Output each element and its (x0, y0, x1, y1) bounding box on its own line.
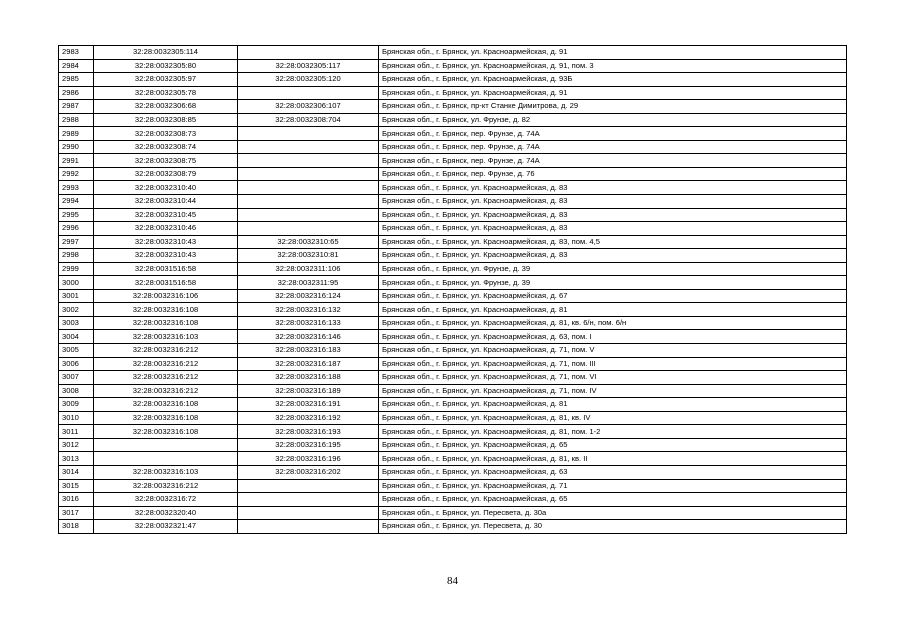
row-number-cell: 3015 (59, 479, 94, 493)
row-number-cell: 2990 (59, 140, 94, 154)
table-row (59, 371, 847, 385)
land-cadastral-cell: 32:28:0032316:103 (94, 465, 238, 479)
table-row (59, 86, 847, 100)
table-row (59, 357, 847, 371)
address-cell: Брянская обл., г. Брянск, ул. Красноармейская, д. 83 (379, 181, 847, 195)
table-row (59, 222, 847, 236)
row-number-cell: 3010 (59, 411, 94, 425)
row-number-cell: 3001 (59, 289, 94, 303)
address-cell: Брянская обл., г. Брянск, ул. Красноармейская, д. 91, пом. 3 (379, 59, 847, 73)
table-row (59, 140, 847, 154)
land-cadastral-cell: 32:28:0032316:108 (94, 411, 238, 425)
row-number-cell: 3012 (59, 438, 94, 452)
address-cell: Брянская обл., г. Брянск, ул. Красноармейская, д. 83 (379, 208, 847, 222)
row-number-cell: 2999 (59, 262, 94, 276)
row-number-cell: 3011 (59, 425, 94, 439)
address-cell: Брянская обл., г. Брянск, ул. Красноармейская, д. 81, кв. 6/н, пом. 6/н (379, 316, 847, 330)
object-cadastral-cell (238, 154, 379, 168)
address-cell: Брянская обл., г. Брянск, пр-кт Станке Димитрова, д. 29 (379, 100, 847, 114)
row-number-cell: 3004 (59, 330, 94, 344)
land-cadastral-cell: 32:28:0032321:47 (94, 520, 238, 534)
land-cadastral-cell: 32:28:0032316:108 (94, 425, 238, 439)
land-cadastral-cell: 32:28:0032310:40 (94, 181, 238, 195)
object-cadastral-cell: 32:28:0032316:188 (238, 371, 379, 385)
address-cell: Брянская обл., г. Брянск, ул. Красноармейская, д. 67 (379, 289, 847, 303)
row-number-cell: 2997 (59, 235, 94, 249)
land-cadastral-cell: 32:28:0032305:97 (94, 73, 238, 87)
row-number-cell: 2992 (59, 167, 94, 181)
address-cell: Брянская обл., г. Брянск, ул. Фрунзе, д. 39 (379, 262, 847, 276)
land-cadastral-cell: 32:28:0032316:212 (94, 384, 238, 398)
table-row (59, 438, 847, 452)
object-cadastral-cell: 32:28:0032306:107 (238, 100, 379, 114)
land-cadastral-cell: 32:28:0032305:78 (94, 86, 238, 100)
row-number-cell: 2984 (59, 59, 94, 73)
object-cadastral-cell (238, 46, 379, 60)
table-row (59, 344, 847, 358)
object-cadastral-cell: 32:28:0032305:120 (238, 73, 379, 87)
object-cadastral-cell (238, 195, 379, 209)
address-cell: Брянская обл., г. Брянск, пер. Фрунзе, д. 74А (379, 127, 847, 141)
object-cadastral-cell: 32:28:0032316:146 (238, 330, 379, 344)
land-cadastral-cell: 32:28:0032310:43 (94, 235, 238, 249)
address-cell: Брянская обл., г. Брянск, ул. Красноармейская, д. 65 (379, 438, 847, 452)
table-row (59, 398, 847, 412)
object-cadastral-cell (238, 167, 379, 181)
table-row (59, 46, 847, 60)
table-row (59, 384, 847, 398)
object-cadastral-cell: 32:28:0032316:193 (238, 425, 379, 439)
object-cadastral-cell (238, 479, 379, 493)
address-cell: Брянская обл., г. Брянск, ул. Красноармейская, д. 93Б (379, 73, 847, 87)
land-cadastral-cell: 32:28:0032305:114 (94, 46, 238, 60)
table-row (59, 303, 847, 317)
row-number-cell: 3003 (59, 316, 94, 330)
address-cell: Брянская обл., г. Брянск, ул. Красноармейская, д. 71 (379, 479, 847, 493)
object-cadastral-cell (238, 127, 379, 141)
object-cadastral-cell: 32:28:0032316:124 (238, 289, 379, 303)
registry-table-body (59, 46, 847, 534)
address-cell: Брянская обл., г. Брянск, ул. Пересвета, д. 30а (379, 506, 847, 520)
address-cell: Брянская обл., г. Брянск, ул. Красноармейская, д. 71, пом. IV (379, 384, 847, 398)
row-number-cell: 2991 (59, 154, 94, 168)
land-cadastral-cell: 32:28:0032310:46 (94, 222, 238, 236)
land-cadastral-cell: 32:28:0032316:108 (94, 316, 238, 330)
table-row (59, 195, 847, 209)
registry-table (58, 45, 847, 534)
object-cadastral-cell (238, 208, 379, 222)
land-cadastral-cell: 32:28:0032316:103 (94, 330, 238, 344)
table-row (59, 276, 847, 290)
table-row (59, 479, 847, 493)
address-cell: Брянская обл., г. Брянск, ул. Фрунзе, д. 39 (379, 276, 847, 290)
table-row (59, 73, 847, 87)
address-cell: Брянская обл., г. Брянск, ул. Красноармейская, д. 91 (379, 86, 847, 100)
land-cadastral-cell: 32:28:0032320:40 (94, 506, 238, 520)
land-cadastral-cell: 32:28:0032310:45 (94, 208, 238, 222)
table-row (59, 235, 847, 249)
row-number-cell: 2987 (59, 100, 94, 114)
object-cadastral-cell (238, 493, 379, 507)
address-cell: Брянская обл., г. Брянск, ул. Фрунзе, д. 82 (379, 113, 847, 127)
row-number-cell: 3017 (59, 506, 94, 520)
land-cadastral-cell (94, 452, 238, 466)
address-cell: Брянская обл., г. Брянск, ул. Красноармейская, д. 83 (379, 222, 847, 236)
row-number-cell: 3018 (59, 520, 94, 534)
address-cell: Брянская обл., г. Брянск, ул. Красноармейская, д. 83 (379, 249, 847, 263)
table-row (59, 411, 847, 425)
table-row (59, 330, 847, 344)
land-cadastral-cell: 32:28:0032308:74 (94, 140, 238, 154)
row-number-cell: 2986 (59, 86, 94, 100)
table-row (59, 249, 847, 263)
address-cell: Брянская обл., г. Брянск, ул. Пересвета, д. 30 (379, 520, 847, 534)
land-cadastral-cell: 32:28:0032316:212 (94, 371, 238, 385)
table-row (59, 59, 847, 73)
address-cell: Брянская обл., г. Брянск, ул. Красноармейская, д. 83 (379, 195, 847, 209)
table-row (59, 113, 847, 127)
land-cadastral-cell: 32:28:0032316:108 (94, 303, 238, 317)
object-cadastral-cell: 32:28:0032316:189 (238, 384, 379, 398)
land-cadastral-cell: 32:28:0032308:79 (94, 167, 238, 181)
object-cadastral-cell (238, 86, 379, 100)
land-cadastral-cell: 32:28:0032308:75 (94, 154, 238, 168)
row-number-cell: 3014 (59, 465, 94, 479)
land-cadastral-cell: 32:28:0032310:43 (94, 249, 238, 263)
object-cadastral-cell: 32:28:0032316:133 (238, 316, 379, 330)
row-number-cell: 2983 (59, 46, 94, 60)
address-cell: Брянская обл., г. Брянск, ул. Красноармейская, д. 63, пом. I (379, 330, 847, 344)
row-number-cell: 2998 (59, 249, 94, 263)
address-cell: Брянская обл., г. Брянск, ул. Красноармейская, д. 65 (379, 493, 847, 507)
row-number-cell: 2994 (59, 195, 94, 209)
row-number-cell: 2996 (59, 222, 94, 236)
land-cadastral-cell: 32:28:0032316:212 (94, 357, 238, 371)
row-number-cell: 3002 (59, 303, 94, 317)
row-number-cell: 3013 (59, 452, 94, 466)
table-row (59, 465, 847, 479)
object-cadastral-cell: 32:28:0032316:202 (238, 465, 379, 479)
row-number-cell: 2993 (59, 181, 94, 195)
land-cadastral-cell: 32:28:0031516:58 (94, 276, 238, 290)
land-cadastral-cell: 32:28:0032306:68 (94, 100, 238, 114)
land-cadastral-cell: 32:28:0032305:80 (94, 59, 238, 73)
object-cadastral-cell: 32:28:0032310:81 (238, 249, 379, 263)
table-row (59, 425, 847, 439)
table-row (59, 167, 847, 181)
table-row (59, 289, 847, 303)
object-cadastral-cell: 32:28:0032316:187 (238, 357, 379, 371)
row-number-cell: 3005 (59, 344, 94, 358)
object-cadastral-cell: 32:28:0032310:65 (238, 235, 379, 249)
land-cadastral-cell: 32:28:0032308:73 (94, 127, 238, 141)
address-cell: Брянская обл., г. Брянск, ул. Красноармейская, д. 81 (379, 303, 847, 317)
address-cell: Брянская обл., г. Брянск, ул. Красноармейская, д. 83, пом. 4,5 (379, 235, 847, 249)
address-cell: Брянская обл., г. Брянск, ул. Красноармейская, д. 71, пом. V (379, 344, 847, 358)
table-row (59, 100, 847, 114)
land-cadastral-cell: 32:28:0032316:108 (94, 398, 238, 412)
land-cadastral-cell: 32:28:0031516:58 (94, 262, 238, 276)
object-cadastral-cell (238, 181, 379, 195)
address-cell: Брянская обл., г. Брянск, ул. Красноармейская, д. 63 (379, 465, 847, 479)
land-cadastral-cell (94, 438, 238, 452)
row-number-cell: 2985 (59, 73, 94, 87)
table-row (59, 154, 847, 168)
table-row (59, 262, 847, 276)
address-cell: Брянская обл., г. Брянск, пер. Фрунзе, д. 74А (379, 140, 847, 154)
land-cadastral-cell: 32:28:0032308:85 (94, 113, 238, 127)
object-cadastral-cell: 32:28:0032311:106 (238, 262, 379, 276)
object-cadastral-cell: 32:28:0032316:196 (238, 452, 379, 466)
address-cell: Брянская обл., г. Брянск, ул. Красноармейская, д. 81 (379, 398, 847, 412)
land-cadastral-cell: 32:28:0032316:212 (94, 479, 238, 493)
land-cadastral-cell: 32:28:0032316:106 (94, 289, 238, 303)
row-number-cell: 3016 (59, 493, 94, 507)
object-cadastral-cell (238, 140, 379, 154)
object-cadastral-cell: 32:28:0032316:132 (238, 303, 379, 317)
table-row (59, 506, 847, 520)
land-cadastral-cell: 32:28:0032310:44 (94, 195, 238, 209)
object-cadastral-cell: 32:28:0032316:192 (238, 411, 379, 425)
row-number-cell: 2995 (59, 208, 94, 222)
table-row (59, 520, 847, 534)
table-row (59, 316, 847, 330)
address-cell: Брянская обл., г. Брянск, ул. Красноармейская, д. 81, пом. 1-2 (379, 425, 847, 439)
row-number-cell: 3000 (59, 276, 94, 290)
row-number-cell: 2988 (59, 113, 94, 127)
object-cadastral-cell (238, 222, 379, 236)
row-number-cell: 3007 (59, 371, 94, 385)
land-cadastral-cell: 32:28:0032316:212 (94, 344, 238, 358)
object-cadastral-cell: 32:28:0032305:117 (238, 59, 379, 73)
object-cadastral-cell: 32:28:0032316:183 (238, 344, 379, 358)
table-row (59, 208, 847, 222)
row-number-cell: 3008 (59, 384, 94, 398)
object-cadastral-cell: 32:28:0032316:195 (238, 438, 379, 452)
land-cadastral-cell: 32:28:0032316:72 (94, 493, 238, 507)
object-cadastral-cell: 32:28:0032316:191 (238, 398, 379, 412)
row-number-cell: 3009 (59, 398, 94, 412)
object-cadastral-cell (238, 520, 379, 534)
address-cell: Брянская обл., г. Брянск, пер. Фрунзе, д. 74А (379, 154, 847, 168)
row-number-cell: 2989 (59, 127, 94, 141)
table-row (59, 127, 847, 141)
object-cadastral-cell: 32:28:0032308:704 (238, 113, 379, 127)
object-cadastral-cell: 32:28:0032311:95 (238, 276, 379, 290)
table-row (59, 181, 847, 195)
page-number: 84 (447, 575, 458, 587)
address-cell: Брянская обл., г. Брянск, ул. Красноармейская, д. 81, кв. IV (379, 411, 847, 425)
address-cell: Брянская обл., г. Брянск, пер. Фрунзе, д. 76 (379, 167, 847, 181)
object-cadastral-cell (238, 506, 379, 520)
address-cell: Брянская обл., г. Брянск, ул. Красноармейская, д. 91 (379, 46, 847, 60)
table-row (59, 493, 847, 507)
table-row (59, 452, 847, 466)
address-cell: Брянская обл., г. Брянск, ул. Красноармейская, д. 71, пом. VI (379, 371, 847, 385)
row-number-cell: 3006 (59, 357, 94, 371)
address-cell: Брянская обл., г. Брянск, ул. Красноармейская, д. 81, кв. II (379, 452, 847, 466)
address-cell: Брянская обл., г. Брянск, ул. Красноармейская, д. 71, пом. III (379, 357, 847, 371)
